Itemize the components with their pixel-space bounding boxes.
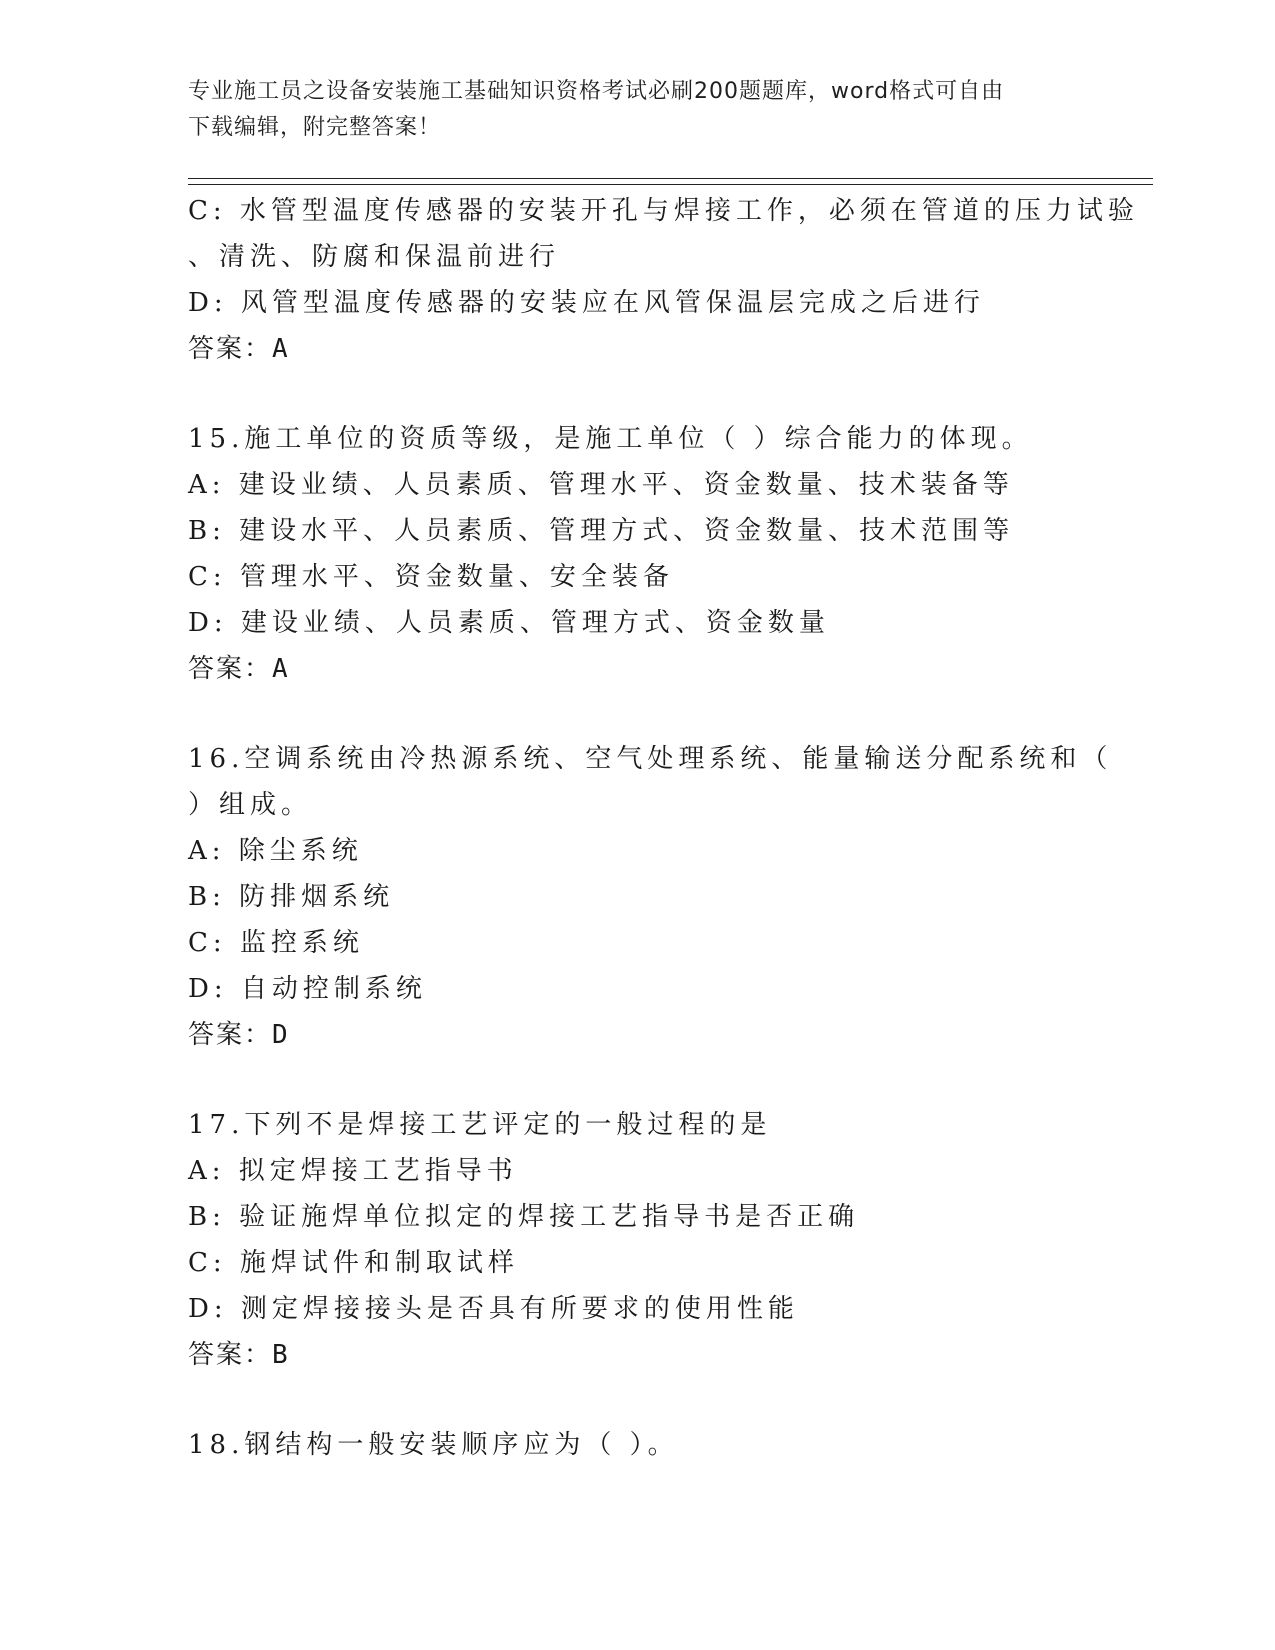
answer-label: 答案： (188, 334, 273, 364)
option-d: D: 自动控制系统 (188, 974, 427, 1004)
option-d: D: 测定焊接接头是否具有所要求的使用性能 (188, 1294, 799, 1324)
option-d: D: 风管型温度传感器的安装应在风管保温层完成之后进行 (188, 288, 985, 318)
option-c: C: 监控系统 (188, 928, 364, 958)
option-c: C: 施焊试件和制取试样 (188, 1248, 519, 1278)
option-a: A: 拟定焊接工艺指导书 (188, 1156, 518, 1186)
option-c: C: 管理水平、资金数量、安全装备 (188, 562, 674, 592)
header-line-2: 下载编辑，附完整答案！ (188, 115, 442, 140)
option-c-continued: 、清洗、防腐和保温前进行 (188, 242, 561, 272)
answer-value: A (272, 654, 290, 684)
header-divider-top (188, 178, 1153, 179)
question-18 (188, 1422, 1148, 1468)
document-header (188, 74, 1088, 146)
option-b: B: 建设水平、人员素质、管理方式、资金数量、技术范围等 (188, 516, 1015, 546)
answer-label: 答案： (188, 1340, 273, 1370)
header-divider-bottom (188, 184, 1153, 185)
question-stem: 18.钢结构一般安装顺序应为（ ）。 (188, 1430, 679, 1460)
answer (188, 1012, 1148, 1058)
answer-label: 答案： (188, 1020, 273, 1050)
option-a: A: 建设业绩、人员素质、管理水平、资金数量、技术装备等 (188, 470, 1014, 500)
option-c: C: 水管型温度传感器的安装开孔与焊接工作，必须在管道的压力试验 (188, 196, 1139, 226)
question-content (188, 188, 1148, 1468)
answer (188, 326, 1148, 372)
question-17 (188, 1102, 1148, 1378)
answer-value: B (272, 1340, 290, 1370)
answer-value: A (272, 334, 290, 364)
answer-label: 答案： (188, 654, 273, 684)
question-stem: 16.空调系统由冷热源系统、空气处理系统、能量输送分配系统和（ (188, 744, 1113, 774)
question-14-continued (188, 188, 1148, 372)
option-a: A: 除尘系统 (188, 836, 363, 866)
question-stem: 17.下列不是焊接工艺评定的一般过程的是 (188, 1110, 772, 1140)
question-stem-continued: ）组成。 (188, 790, 313, 820)
answer (188, 1332, 1148, 1378)
option-d: D: 建设业绩、人员素质、管理方式、资金数量 (188, 608, 830, 638)
answer-value: D (272, 1020, 290, 1050)
option-b: B: 验证施焊单位拟定的焊接工艺指导书是否正确 (188, 1202, 860, 1232)
header-line-1: 专业施工员之设备安装施工基础知识资格考试必刷200题题库，word格式可自由 (188, 79, 1005, 104)
question-15 (188, 416, 1148, 692)
option-b: B: 防排烟系统 (188, 882, 395, 912)
question-16 (188, 736, 1148, 1058)
answer (188, 646, 1148, 692)
question-stem: 15.施工单位的资质等级，是施工单位（ ）综合能力的体现。 (188, 424, 1033, 454)
